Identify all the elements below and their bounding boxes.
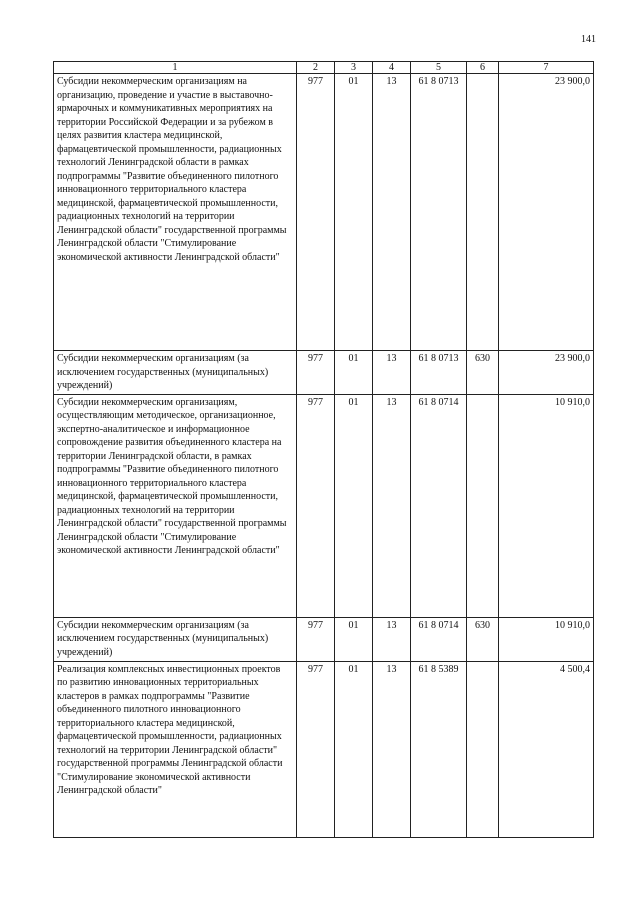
- row-amount: 10 910,0: [499, 394, 594, 617]
- row-target-article: 61 8 0714: [411, 394, 467, 617]
- header-col-4: 4: [373, 62, 411, 74]
- row-subsection: 13: [373, 661, 411, 837]
- row-section: 01: [335, 74, 373, 351]
- row-expense-type: [467, 74, 499, 351]
- row-target-article: 61 8 5389: [411, 661, 467, 837]
- row-name: Реализация комплексных инвестиционных проектов по развитию инновационных территориальных кластеров в рамках подпрограммы "Развитие объединенного пилотного инновационного территориального кластера медицинской, фармацевтической промышленности, радиационных технологий на территории Ленинградской области" государственной программы Ленинградской области "Стимулирование экономической активности Ленинградской области": [54, 661, 297, 837]
- budget-table: [53, 61, 594, 838]
- row-subsection: 13: [373, 394, 411, 617]
- row-code-ministry: 977: [297, 661, 335, 837]
- row-name: Субсидии некоммерческим организациям (за исключением государственных (муниципальных) учреждений): [54, 351, 297, 395]
- row-target-article: 61 8 0713: [411, 351, 467, 395]
- row-section: 01: [335, 394, 373, 617]
- header-col-1: 1: [54, 62, 297, 74]
- table-row: [54, 661, 594, 837]
- row-target-article: 61 8 0714: [411, 617, 467, 661]
- table-row: [54, 617, 594, 661]
- header-col-5: 5: [411, 62, 467, 74]
- header-col-7: 7: [499, 62, 594, 74]
- row-section: 01: [335, 661, 373, 837]
- header-col-6: 6: [467, 62, 499, 74]
- row-section: 01: [335, 351, 373, 395]
- row-subsection: 13: [373, 351, 411, 395]
- table-header-row: [54, 62, 594, 74]
- row-code-ministry: 977: [297, 617, 335, 661]
- row-code-ministry: 977: [297, 351, 335, 395]
- header-col-2: 2: [297, 62, 335, 74]
- row-expense-type: 630: [467, 617, 499, 661]
- row-amount: 10 910,0: [499, 617, 594, 661]
- table-row: [54, 394, 594, 617]
- row-amount: 23 900,0: [499, 74, 594, 351]
- row-amount: 23 900,0: [499, 351, 594, 395]
- row-amount: 4 500,4: [499, 661, 594, 837]
- row-expense-type: 630: [467, 351, 499, 395]
- row-expense-type: [467, 394, 499, 617]
- row-target-article: 61 8 0713: [411, 74, 467, 351]
- row-name: Субсидии некоммерческим организациям на организацию, проведение и участие в выставочно-ярмарочных и коммуникативных мероприятиях на территории Российской Федерации и за рубежом в целях развития кластера медицинской, фармацевтической промышленности, радиационных технологий Ленинградской области в рамках подпрограммы "Развитие объединенного пилотного инновационного территориального кластера медицинской, фармацевтической промышленности, радиационных технологий на территории Ленинградской области" государственной программы Ленинградской области "Стимулирование экономической активности Ленинградской области": [54, 74, 297, 351]
- page-number: 141: [581, 34, 596, 45]
- row-subsection: 13: [373, 74, 411, 351]
- header-col-3: 3: [335, 62, 373, 74]
- row-code-ministry: 977: [297, 74, 335, 351]
- table-row: [54, 351, 594, 395]
- table-row: [54, 74, 594, 351]
- row-expense-type: [467, 661, 499, 837]
- row-name: Субсидии некоммерческим организациям (за исключением государственных (муниципальных) учреждений): [54, 617, 297, 661]
- row-subsection: 13: [373, 617, 411, 661]
- row-section: 01: [335, 617, 373, 661]
- row-code-ministry: 977: [297, 394, 335, 617]
- row-name: Субсидии некоммерческим организациям, осуществляющим методическое, организационное, экспертно-аналитическое и информационное сопровождение развития объединенного кластера на территории Ленинградской области, в рамках подпрограммы "Развитие объединенного пилотного инновационного территориального кластера медицинской, фармацевтической промышленности, радиационных технологий на территории Ленинградской области" государственной программы Ленинградской области "Стимулирование экономической активности Ленинградской области": [54, 394, 297, 617]
